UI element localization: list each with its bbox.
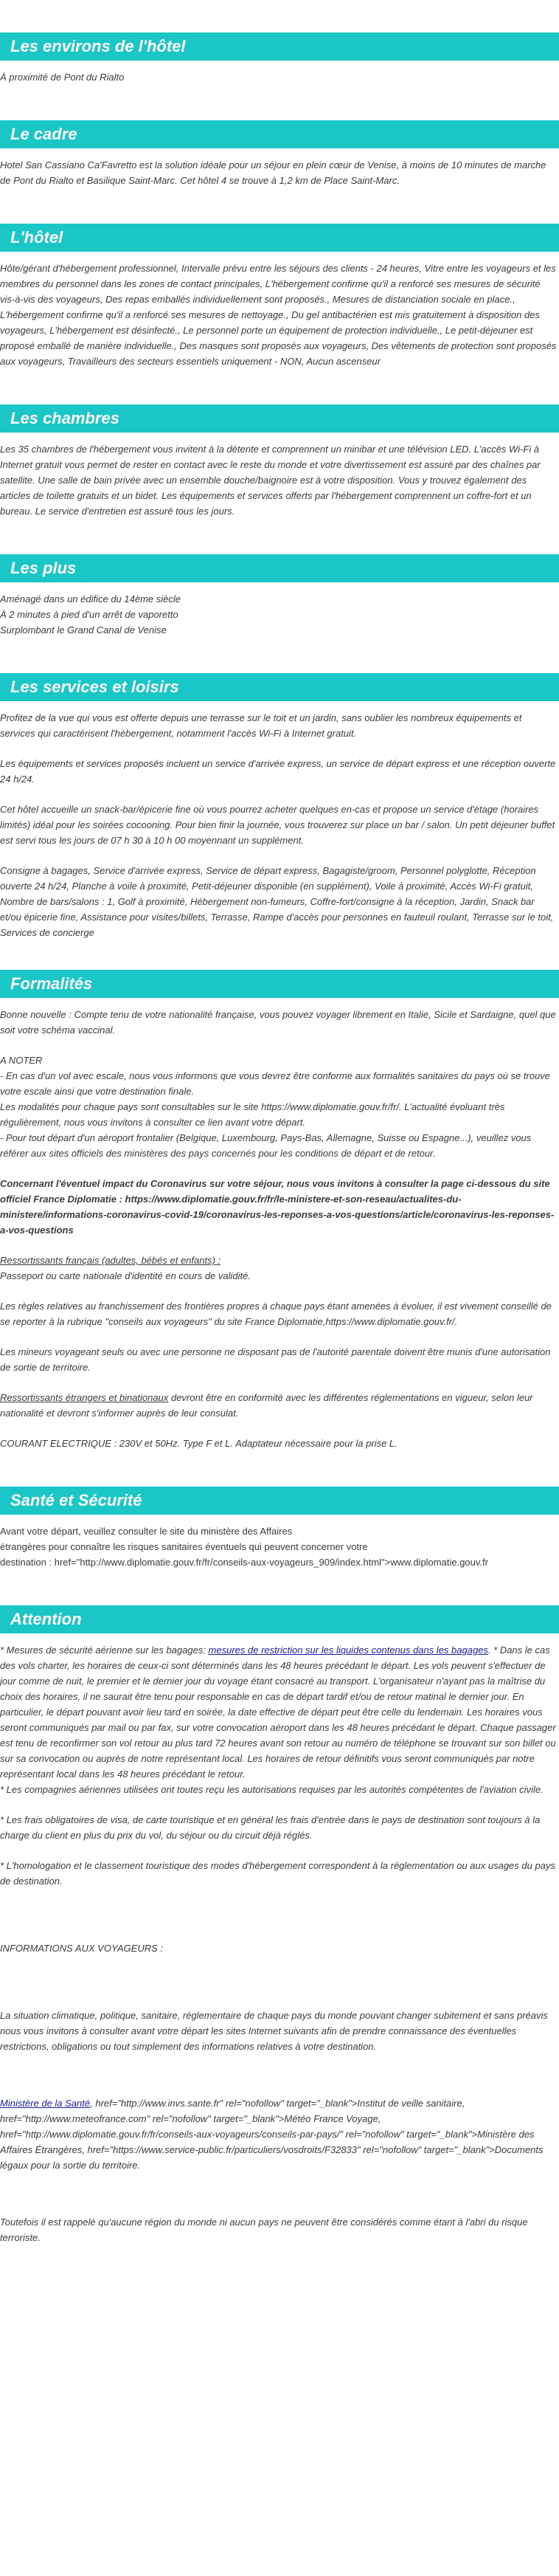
- section-title-sante: Santé et Sécurité: [0, 1487, 559, 1515]
- formalites-l3: - Pour tout départ d'un aéroport frontalier (Belgique, Luxembourg, Pays-Bas, Allemagne, Suisse ou Espagne...), veuillez vous référer aux sites officiels des ministères des pays concernés pour les conditions de départ et de retour.: [0, 1132, 532, 1159]
- ministere-sante-link[interactable]: Ministère de la Santé: [0, 2098, 91, 2109]
- section-cadre: [0, 85, 559, 188]
- section-formalites: [0, 940, 559, 1451]
- plus-line: À 2 minutes à pied d'un arrêt de vaporetto: [0, 609, 178, 620]
- section-sante: [0, 1451, 559, 1570]
- cadre-text: Hotel San Cassiano Ca'Favretto est la solution idéale pour un séjour en plein cœur de Venise, à moins de 10 minutes de marche de Pont du Rialto et Basilique Saint-Marc. Cet hôtel 4 se trouve à 1,2 km de Place Saint-Marc.: [0, 159, 546, 186]
- attention-m2: * Les compagnies aériennes utilisées ont toutes reçu les autorisations requises par les autorités compétentes de l'aviation civile.: [0, 1784, 544, 1795]
- plus-line: Surplombant le Grand Canal de Venise: [0, 624, 167, 636]
- formalites-courant: COURANT ELECTRIQUE : 230V et 50Hz. Type F et L. Adaptateur nécessaire pour la prise L.: [0, 1438, 397, 1449]
- chambres-text: Les 35 chambres de l'hébergement vous invitent à la détente et comprennent un minibar et une télévision LED. L'accès Wi-Fi à Internet gratuit vous permet de rester en contact avec le reste du monde et votre divertissement est assuré par des chaînes par satellite. Une salle de bain privée avec un ensemble douche/baignoire est à votre disposition. Vous y trouvez également des articles de toilette gratuits et un bidet. Les équipements et services offerts par l'hébergement comprennent un coffre-fort et un bureau. Le service d'entretien est assuré tous les jours.: [0, 444, 541, 517]
- attention-m1-pre: * Mesures de sécurité aérienne sur les bagages:: [0, 1645, 209, 1656]
- hotel-text: Hôte/gérant d'hébergement professionnel, Intervalle prévu entre les séjours des clients - 24 heures, Vitre entre les voyageurs et les membres du personnel dans les zones de contact principales, L'hébergement confirme qu'il a renforcé ses mesures de sécurité vis-à-vis des voyageurs, Des repas emballés individuellement sont proposés., Mesures de distanciation sociale en place., L'hébergement confirme qu'il a renforcé ses mesures de nettoyage., Du gel antibactérien est mis gratuitement à disposition des voyageurs, L'hébergement est désinfecté., Le personnel porte un équipement de protection individuelle., Le petit-déjeuner est proposé emballé de manière individuelle., Des masques sont proposés aux voyageurs, Des vêtements de protection sont proposés aux voyageurs, Travailleurs des secteurs essentiels uniquement - NON, Aucun ascenseur: [0, 263, 557, 367]
- formalites-etr-text: devront être en conformité avec les différentes réglementations en vigueur, selon leur nationalité et devront s'informer auprès de leur consulat.: [0, 1392, 533, 1419]
- section-title-environs: Les environs de l'hôtel: [0, 32, 559, 61]
- section-attention: [0, 1570, 559, 2245]
- section-title-attention: Attention: [0, 1605, 559, 1633]
- section-hotel: [0, 188, 559, 369]
- section-plus: [0, 519, 559, 638]
- attention-sit1: La situation climatique, politique, sanitaire, réglementaire de chaque pays du monde pouvant changer subitement et sans préavis: [0, 2010, 548, 2021]
- services-p3: Cet hôtel accueille un snack-bar/épicerie fine où vous pourrez acheter quelques en-cas et propose un service d'étage (horaires limités) idéal pour les soirées cocooning. Pour bien finir la journée, vous trouverez sur place un bar / salon. Un petit déjeuner buffet est servi tous les jours de 07 h 30 à 10 h 00 moyennant un supplément.: [0, 804, 555, 846]
- services-p2: Les équipements et services proposés incluent un service d'arrivée express, un service de départ express et une réception ouverte 24 h/24.: [0, 758, 556, 785]
- formalites-mineurs: Les mineurs voyageant seuls ou avec une personne ne disposant pas de l'autorité parentale doivent être munis d'une autorisation de sortie de territoire.: [0, 1346, 551, 1373]
- formalites-regles: Les règles relatives au franchissement des frontières propres à chaque pays étant amenées à évoluer, il est vivement conseillé de se reporter à la rubrique "conseils aux voyageurs" du site France Diplomatie,https://www.diplomatie.gouv.fr/.: [0, 1301, 552, 1327]
- section-chambres: [0, 369, 559, 519]
- sante-l3: destination : href="http://www.diplomatie.gouv.fr/fr/conseils-aux-voyageurs_909/index.html">www.diplomatie.gouv.fr: [0, 1557, 488, 1568]
- services-p4: Consigne à bagages, Service d'arrivée express, Service de départ express, Bagagiste/groom, Personnel polyglotte, Réception ouverte 24 h/24, Planche à voile à proximité, Petit-déjeuner disponible (en supplément), Voile à proximité, Accès Wi-Fi gratuit, Nombre de bars/salons : 1, Golf à proximité, Hébergement non-fumeurs, Coffre-fort/consigne à la réception, Jardin, Snack bar et/ou épicerie fine, Assistance pour visites/billets, Terrasse, Rampe d'accès pour personnes en fauteuil roulant, Terrasse sur le toit, Services de concierge: [0, 865, 554, 938]
- attention-sit2: nous vous invitons à consulter avant votre départ les sites Internet suivants afin de prendre connaissance des éventuelles restrictions, obligations ou tout simplement des informations relatives à votre destination.: [0, 2025, 517, 2052]
- formalites-l2: Les modalités pour chaque pays sont consultables sur le site https://www.diplomatie.gouv.fr/fr/. L'actualité évoluant très régulièrement, nous vous invitons à consulter ce lien avant votre départ.: [0, 1101, 505, 1128]
- section-services: [0, 638, 559, 940]
- attention-ministries: [0, 2095, 558, 2173]
- section-environs: [0, 0, 559, 85]
- formalites-etr-head: Ressortissants étrangers et binationaux: [0, 1392, 169, 1403]
- section-title-cadre: Le cadre: [0, 120, 559, 148]
- attention-m3: * Les frais obligatoires de visa, de carte touristique et en général les frais d'entrée dans le pays de destination sont toujours à la charge du client en plus du prix du vol, du séjour ou du circuit déjà réglés.: [0, 1814, 541, 1841]
- attention-m4: * L'homologation et le classement touristique des modes d'hébergement correspondent à la réglementation ou aux usages du pays de destination.: [0, 1860, 555, 1887]
- services-p1: Profitez de la vue qui vous est offerte depuis une terrasse sur le toit et un jardin, sans oublier les nombreux équipements et services qui caractérisent l'hébergement, notamment l'accès Wi-Fi à Internet gratuit.: [0, 712, 522, 739]
- section-title-hotel: L'hôtel: [0, 224, 559, 252]
- section-title-chambres: Les chambres: [0, 404, 559, 433]
- formalites-etrangers: [0, 1390, 558, 1421]
- attention-m1-post: . * Dans le cas des vols charter, les horaires de ceux-ci sont déterminés dans les 48 heures précédant le départ. Les vols peuvent s'effectuer de jour comme de nuit, le premier et le dernier jour du voyage étant consacré au transport. L'organisateur n'ayant pas la maîtrise du choix des horaires, il ne saurait être tenu pour responsable en cas de départ tardif et/ou de retour matinal le dernier jour. En particulier, le départ pouvant avoir lieu tard en soirée, la date effective de départ peut être celle du lendemain. Les horaires vous seront communiqués par mail ou par fax, sur votre convocation aéroport dans les 48 heures précédant le départ. Chaque passager est tenu de reconfirmer son vol retour au plus tard 72 heures avant son retour au numéro de téléphone se trouvant sur son billet ou sur sa convocation ou auprès de notre représentant local. Les horaires de retour définitifs vous seront communiqués par notre représentant local dans les 48 heures précédant le retour.: [0, 1645, 556, 1780]
- sante-l2: étrangères pour connaître les risques sanitaires éventuels qui peuvent concerner votre: [0, 1541, 368, 1552]
- plus-line: Aménagé dans un édifice du 14ème siècle: [0, 593, 181, 605]
- section-title-services: Les services et loisirs: [0, 673, 559, 701]
- formalites-coronavirus: Concernant l'éventuel impact du Coronavirus sur votre séjour, nous vous invitons à consulter la page ci-dessous du site officiel France Diplomatie : https://www.diplomatie.gouv.fr/fr/le-ministere-et-son-reseau/actualites-du-ministere/informations-coronavirus-covid-19/coronavirus-les-reponses-a-vos-questions/article/coronavirus-les-reponses-a-vos-questions: [0, 1178, 555, 1236]
- formalites-anoter: A NOTER: [0, 1055, 43, 1066]
- section-title-formalites: Formalités: [0, 970, 559, 998]
- sante-l1: Avant votre départ, veuillez consulter le site du ministère des Affaires: [0, 1526, 293, 1537]
- section-title-plus: Les plus: [0, 554, 559, 582]
- formalites-fr-head: Ressortissants français (adultes, bébés et enfants) :: [0, 1255, 221, 1266]
- environs-text: À proximité de Pont du Rialto: [0, 72, 125, 83]
- attention-final: Toutefois il est rappelé qu'aucune région du monde ni aucun pays ne peuvent être considérés comme étant à l'abri du risque terroriste.: [0, 2217, 528, 2243]
- attention-ministries-text: , href="http://www.invs.sante.fr" rel="nofollow" target="_blank">Institut de veille sanitaire, href="http://www.meteofrance.com" rel="nofollow" target="_blank">Météo France Voyage, href="http://www.diplomatie.gouv.fr/fr/conseils-aux-voyageurs/conseils-par-pays/" rel="nofollow" target="_blank">Ministère des Affaires Étrangères, href="https://www.service-public.fr/particuliers/vosdroits/F32833" rel="nofollow" target="_blank">Documents légaux pour la sortie du territoire.: [0, 2098, 544, 2171]
- formalites-p1: Bonne nouvelle : Compte tenu de votre nationalité française, vous pouvez voyager librement en Italie, Sicile et Sardaigne, quel que soit votre schéma vaccinal.: [0, 1009, 556, 1036]
- formalites-l1: - En cas d'un vol avec escale, nous vous informons que vous devrez être conforme aux formalités sanitaires du pays où se trouve votre escale ainsi que votre destination finale.: [0, 1070, 551, 1097]
- attention-m1: [0, 1642, 558, 1782]
- formalites-fr-text: Passeport ou carte nationale d'identité en cours de validité.: [0, 1270, 251, 1281]
- attention-info: INFORMATIONS AUX VOYAGEURS :: [0, 1943, 164, 1954]
- liquids-restriction-link[interactable]: mesures de restriction sur les liquides contenus dans les bagages: [208, 1645, 488, 1656]
